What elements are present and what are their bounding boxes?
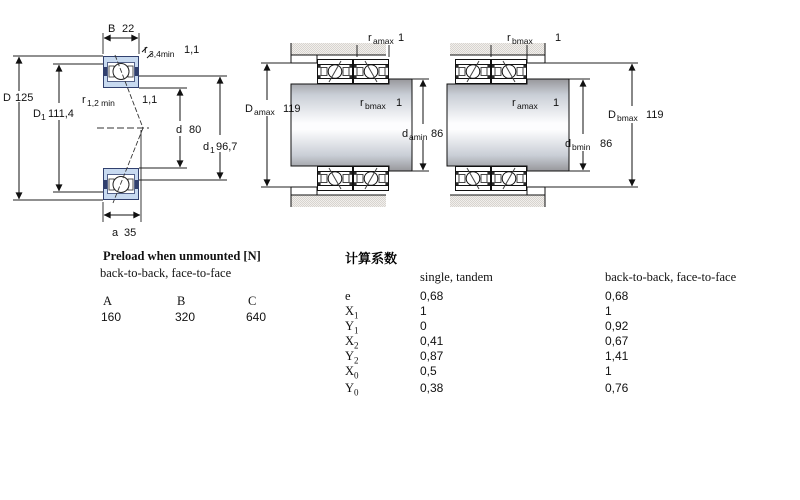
factor-value-single: 0,68 [420,289,444,303]
preload-col-header-b: B [177,294,186,308]
dim-D1 [33,108,74,122]
dimension-lines [583,64,632,186]
dim-label: r [368,32,372,44]
housing-hatch-top [291,43,386,55]
dim-value: 1 [396,97,403,109]
mounting-figure-a [245,32,443,207]
dim-subscript: amax [254,107,275,117]
bearing-right [354,60,389,84]
dim-label: D [33,108,41,120]
dim-label: B [108,23,116,35]
dim-subscript: bmax [512,36,533,46]
factor-value-single: 0 [420,319,427,333]
shaft-section [291,79,412,171]
dim-label: r [512,97,516,109]
factors-row-e [345,289,765,304]
factor-value-paired: 0,76 [605,381,629,395]
factors-col1-header: single, tandem [420,270,493,284]
dim-label: D [608,109,616,121]
preload-value-c: 640 [246,310,267,324]
dim-value: 80 [189,124,202,136]
factor-label: $X_0$ [345,364,359,381]
factor-value-paired: 0,68 [605,289,629,303]
factors-row-x0 [345,364,765,379]
dim-value: 1 [553,97,560,109]
dim-r12 [82,94,157,108]
dim-subscript: amin [409,132,428,142]
factor-value-single: 0,41 [420,334,444,348]
preload-value-b: 320 [175,310,196,324]
factors-col2-header: back-to-back, face-to-face [605,270,737,284]
dim-subscript: amax [517,101,538,111]
dim-ramax [368,32,404,46]
single-bearing-figure [3,23,237,239]
housing-hatch-bottom [450,195,545,207]
dim-label: D [3,92,11,104]
dim-label: r [507,32,511,44]
dim-value: 125 [15,92,34,104]
bearing-left-lower [318,167,353,191]
dim-value: 1 [398,32,405,44]
dim-value: 1 [555,32,562,44]
factors-row-x1 [345,304,765,319]
bearing-left [318,60,353,84]
dim-value: 1,1 [142,94,158,106]
factors-row-y2 [345,349,765,364]
dim-label: d [402,128,409,140]
factor-label: $Y_2$ [345,349,359,366]
dim-value: 22 [122,23,135,35]
housing-hatch-bottom [291,195,386,207]
dim-Dbmax [608,109,664,123]
bearing-section-top [104,57,139,88]
factor-value-paired: 1 [605,364,612,378]
dim-label: d [176,124,183,136]
dim-Damax [245,103,301,117]
bearing-left-lower [456,167,491,191]
factor-label: $Y_1$ [345,319,359,336]
factor-label: $Y_0$ [345,381,359,398]
factors-row-y1 [345,319,765,334]
preload-subtitle: back-to-back, face-to-face [100,266,232,280]
dim-value: 35 [124,227,137,239]
dim-subscript: bmax [617,113,638,123]
factor-value-single: 0,5 [420,364,437,378]
preload-value-a: 160 [101,310,122,324]
dim-r34 [144,44,199,59]
dim-subscript: 1 [41,112,46,122]
dim-a [112,227,136,239]
dim-d1 [203,141,237,155]
dim-value: 119 [646,109,664,121]
dim-d [176,124,201,136]
factor-value-paired: 1,41 [605,349,629,363]
factor-value-paired: 0,92 [605,319,629,333]
bearing-left [456,60,491,84]
preload-col-header-c: C [248,294,257,308]
dim-value: 1,1 [184,44,200,56]
factors-row-y0 [345,381,765,396]
dim-subscript: 3,4min [149,49,175,59]
dim-subscript: 1,2 min [87,98,115,108]
factor-value-single: 1 [420,304,427,318]
factor-label: $X_2$ [345,334,359,351]
dim-value: 86 [431,128,444,140]
factors-row-x2 [345,334,765,349]
dim-label: r [82,94,86,106]
dim-B [108,23,134,35]
dim-label: d [203,141,210,153]
dim-label: r [360,97,364,109]
factor-label: $X_1$ [345,304,359,321]
dim-D [3,92,33,104]
dim-subscript: amax [373,36,394,46]
preload-title: Preload when unmounted [N] [103,249,261,263]
factor-value-single: 0,38 [420,381,444,395]
dim-value: 119 [283,103,301,115]
dim-subscript: 1 [210,145,215,155]
factor-value-paired: 1 [605,304,612,318]
dim-value: 86 [600,138,613,150]
mounting-figure-b [447,32,664,207]
dim-value: 96,7 [216,141,238,153]
bearing-right [492,60,527,84]
shaft-section [447,79,572,171]
factor-label: e [345,289,351,303]
dim-label: a [112,227,119,239]
preload-col-header-a: A [103,294,113,308]
dim-value: 111,4 [48,108,74,120]
dim-dbmin [565,138,612,152]
dim-label: d [565,138,572,150]
factors-title: 计算系数 [345,251,398,266]
bearing-drawing [0,0,800,245]
factor-value-single: 0,87 [420,349,444,363]
dim-label: r [144,44,148,56]
dim-subscript: bmin [572,142,591,152]
dim-label: D [245,103,253,115]
factor-value-paired: 0,67 [605,334,629,348]
bearing-right-lower [354,167,389,191]
dim-subscript: bmax [365,101,386,111]
bearing-right-lower [492,167,527,191]
